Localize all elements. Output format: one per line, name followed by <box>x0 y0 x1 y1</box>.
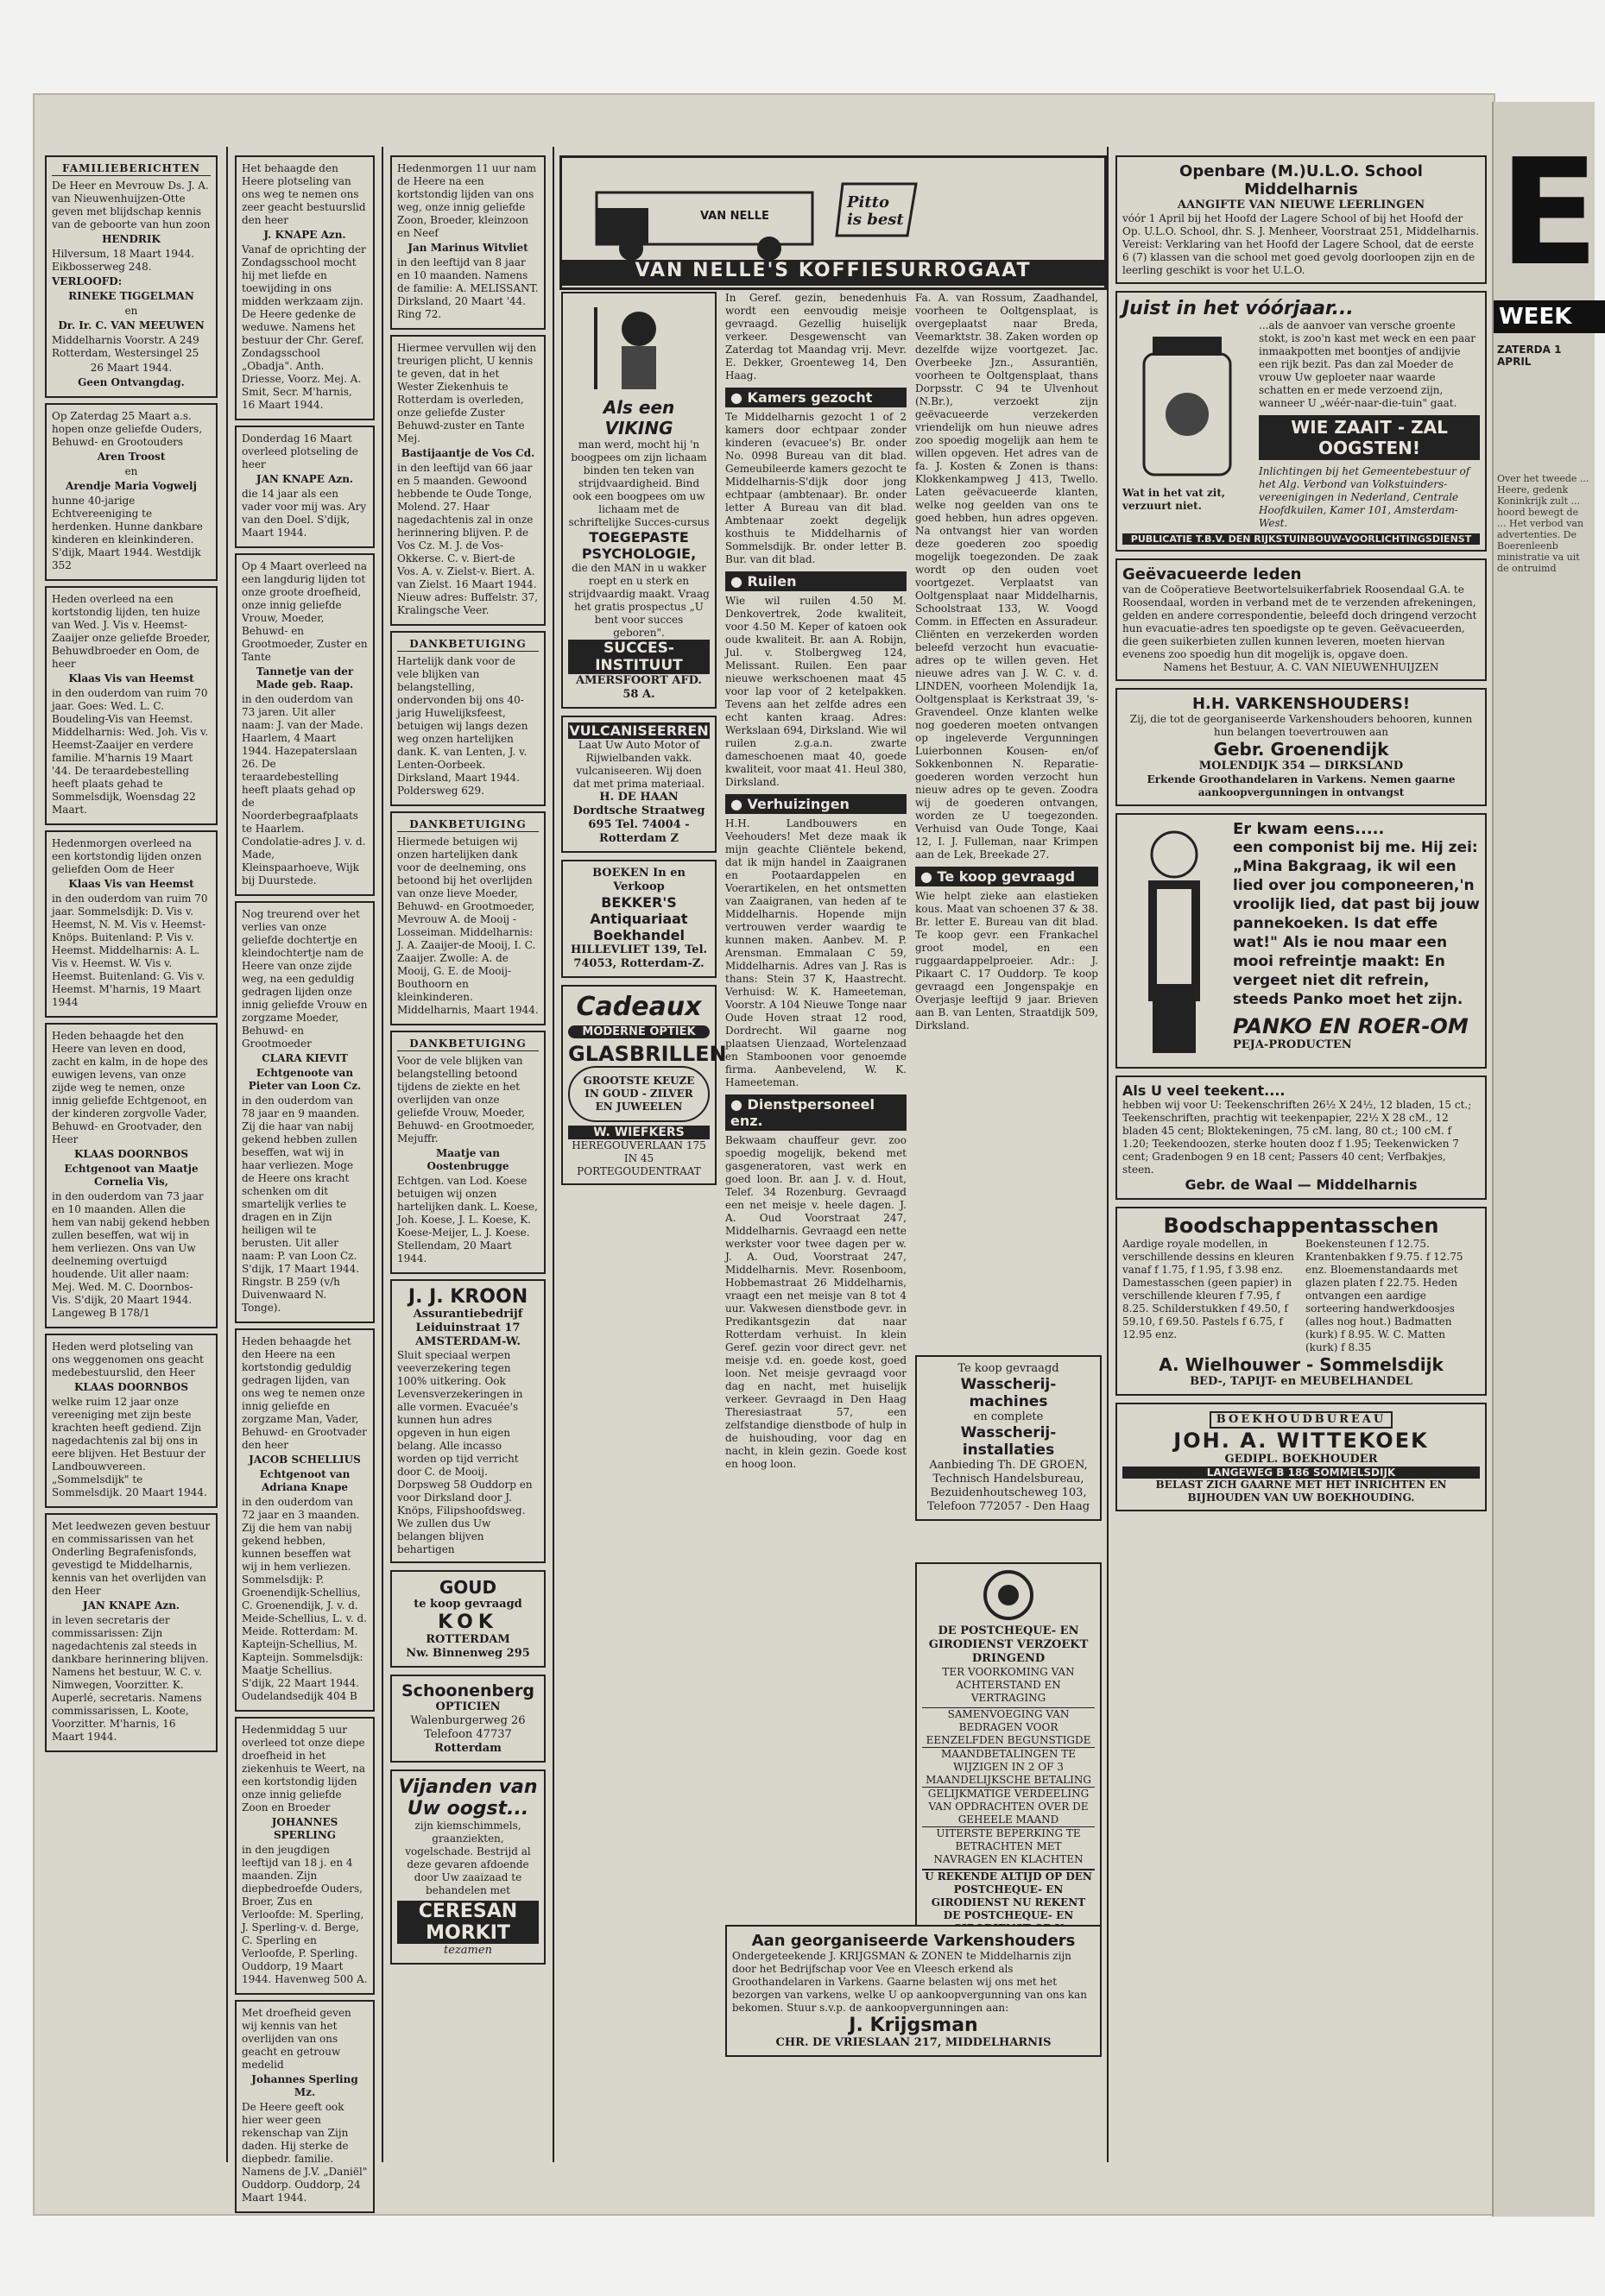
obituary <box>235 155 375 420</box>
column-rule <box>1107 147 1109 2162</box>
wasscherij-ad <box>915 1355 1102 1521</box>
section-title: Te koop gevraagd <box>937 868 1076 885</box>
speech-bubble: Wat in het vat zit, verzuurt niet. <box>1122 487 1226 512</box>
notice-text: 26 Maart 1944. <box>90 362 173 374</box>
ad-text: Aanbieding Th. DE GROEN, <box>929 1459 1088 1472</box>
classified-text: Bekwaam chauffeur gevr. zoo spoedig mogelijk, bekend met gasgeneratoren, vast werk en goed loon. Br. aan J. v. d. Hout, Telef. 34 Rozenburg. Gevraagd een net meisje v. heele dagen. J. A. Oud Voorstraat 247, Middelharnis. Gevraagd een nette werkster voor twee dagen per w. J. A. Oud, Voorstraat 247, Middelharnis. Mevr. Rosenboom, Hobbemastraat 26 Middelharnis, vraagt een net meisje van 8 tot 4 uur. Vakwesen dienstbode gevr. in Predikantsgezin dat naar Rotterdam verhuist. In klein Geref. gezin voor direct gevr. net meisje v.d. en. goede kost, goed loon. Net meisje gevraagd voor dag en nacht, met huiselijk verkeer. Gevraagd in Den Haag Theresiastraat 57, een zelfstandige dienstbode of hulp in de huishouding, voor dag en nacht, in klein gezin. Goede kost en hoog loon. <box>725 1134 907 1470</box>
ad-text: zijn kiemschimmels, graanziekten, vogelschade. Bestrijd al deze gevaren afdoende door Uw zaaizaad te behandelen met <box>405 1820 531 1896</box>
obituary <box>235 1328 375 1712</box>
ad-name: J. Krijgsman <box>849 2015 978 2036</box>
ad-subtitle: TOEGEPASTE PSYCHOLOGIE, <box>581 529 697 562</box>
notice-name: Klaas Vis van Heemst <box>68 878 194 890</box>
ad-text: een componist bij me. Hij zei: „Mina Bakgraag, ik wil een lied over jou componeeren,'n vroolijk lied, dat past bij jouw pannekoeken. Is dat effe wat!" Als ie nou maar een mooi refreintje maakt: En vergeet niet dit refrein, steeds Panko moet het zijn. <box>1233 839 1480 1008</box>
notice-text: Hedenmorgen overleed na een kortstondig lijden onzen geliefden Oom de Heer <box>52 837 202 875</box>
bullet-icon: ● <box>730 389 742 406</box>
column-rule <box>226 147 228 2162</box>
banner-slogan: VAN NELLE'S KOFFIESURROGAAT <box>635 260 1032 281</box>
ad-text: GROOTSTE KEUZE IN GOUD - ZILVER EN JUWEELEN <box>568 1066 710 1122</box>
column-ads-right <box>1115 155 1487 2154</box>
ad-text: man werd, mocht hij 'n boogpees om zijn lichaam binden ten teken van strijdvaardigheid. Bind ook een boogpees om uw lichaam met de schriftelijke Succes-cursus <box>568 438 710 528</box>
next-page-edge <box>1492 102 1600 2217</box>
date-fragment: ZATERDA 1 APRIL <box>1497 344 1562 368</box>
notice-label: VERLOOFD: <box>52 275 123 287</box>
jar-illustration <box>1122 319 1252 483</box>
ad-subtitle: AANGIFTE VAN NIEUWE LEERLINGEN <box>1177 199 1425 211</box>
ad-title: Vijanden van Uw oogst... <box>398 1776 538 1820</box>
classified-text: H.H. Landbouwers en Veehouders! Met deze maak ik mijn geachte Cliëntele bekend, dat ik mijn handel in Zaaigranen en Pootaardappelen en Voerartikelen, en het ontsmetten van Zaaigranen, van heden af te Middelharnis. Hopende mijn vertrouwen verder waardig te kunnen maken. Aanbev. M. P. Arensman. Emmalaan C 59, Middelharnis. Adres van J. Ras is thans: Stein 37 K, Haastrecht. Verhuisd: W. K. Hameeteman, Voorstr. A 104 Nieuwe Tonge naar Oude Hoven straat 12 rood, Dordrecht. Wil gaarne nog plaatsen Uienzaad, Wortelenzaad en Stamboonen voor genoemde firma. Aanbevelend, W. K. Hameeteman. <box>725 817 907 1088</box>
ad-title: H.H. VARKENSHOUDERS! <box>1191 695 1411 713</box>
notice-name: Tannetje van der Made geb. Raap. <box>256 665 354 691</box>
obituary <box>235 1717 375 1995</box>
ad-text: van de Coöperatieve Beetwortelsuikerfabriek Roosendaal G.A. te Roosendaal, worden in verband met de te verzenden afrekeningen, gelden en andere correspondentie, beleefd doch dringend verzocht hun evacuatie-adres ten spoedigste op te geven. Geëvacueerden, die geen suikerbieten zullen kunnen leveren, moeten hiervan evenens zoo spoedig hun dit mogelijk is, opgave doen. <box>1122 583 1477 660</box>
notice-text: en <box>124 465 138 477</box>
obituary <box>390 335 546 626</box>
pitto-label: Pitto is best <box>847 193 904 229</box>
section-header <box>725 571 907 591</box>
ad-brand: PANKO EN ROER-OM <box>1233 1014 1469 1038</box>
ad-text: Sluit speciaal werpen veeverzekering tegen 100% uitkering. Ook Levensverzekeringen in alle vormen. Evacuée's kunnen hun adres opgeven in hun eigen belang. Alle incasso worden op tijd verricht door C. de Mooij. Dorpsweg 58 Ouddorp en voor Dirksland door J. Knöps, Filipshoofdsweg. We zullen dus Uw belangen blijven behartigen <box>397 1349 533 1555</box>
ad-title: Wasscherij-machines <box>960 1376 1057 1410</box>
ad-brand: SUCCES-INSTITUUT <box>568 640 710 674</box>
ad-text: hebben wij voor U: Teekenschriften 26½ X 24½, 12 bladen, 15 ct.; Teekenschriften, prachtig wit teekenpapier, 22½ X 28 cM., 12 bladen 45 cent; Bloktekeningen, 75 cM. lang, 80 ct.; 100 cM. f 1.20; Teekendoozen, sterke houten dooz f 1.95; Teekenwicken 7 cent; Gradenbogen 9 en 18 cent; Passers 40 cent; Verfbakjes, steen. <box>1122 1099 1472 1176</box>
thanks-notice <box>390 811 546 1025</box>
notice-text: Heden behaagde het den Heere van leven en dood, zacht en kalm, in de hope des euwigen levens, van onze zijde weg te nemen, onze innig geliefde Echtgenoot, en der kinderen zorgvolle Vader, Behuwd- en Grootvader, den Heer <box>52 1030 208 1145</box>
ad-address: HILLEVLIET 139, Tel. 74053, Rotterdam-Z. <box>570 943 708 970</box>
ad-address: AMERSFOORT AFD. 58 A. <box>576 674 702 701</box>
notice-text: Heden behaagde het den Heere na een kortstondig geduldig gedragen lijden, van ons weg te nemen onze innig geliefde en zorgzame Man, Vader, Behuwd- en Grootvader den heer <box>242 1335 367 1451</box>
notice-name: JOHANNES SPERLING <box>271 1816 338 1841</box>
ad-title: Cadeaux <box>576 992 702 1022</box>
ad-name: H. DE HAAN <box>599 791 679 804</box>
ad-brand: CERESAN <box>397 1901 539 1922</box>
notice-name: Maatje van Oostenbrugge <box>427 1147 509 1172</box>
classifieds <box>725 292 907 1471</box>
notice-name: Echtgenoote van Pieter van Loon Cz. <box>248 1067 362 1092</box>
ad-name: A. Wielhouwer - Sommelsdijk <box>1159 1354 1444 1375</box>
ad-subtitle: Te koop gevraagd <box>957 1362 1059 1375</box>
classified-text: Wie wil ruilen 4.50 M. Denkovertrek, 2ode kwaliteit, voor 4.50 M. Keper of katoen ook oude kwaliteit. Br. aan A. Robijn, Jul. v. Stolbergweg 124, Melissant. Ruilen. Een paar nieuwe werkschoenen maat 45 voor lap voor of 2 ketelpakken. Tevens aan het zelfde adres een echt kanten kraag. Adres: Werkslaan 694, Dirksland. Wie wil ruilen z.g.a.n. zwarte dameschoenen maat 40, goede kwaliteit, voor maat 41. Heul 380, Dirksland. <box>725 595 907 788</box>
ad-text: Erkende Groothandelaren in Varkens. Nemen gaarne aankoopvergunningen in ontvangst <box>1147 773 1456 798</box>
obituary <box>45 1023 218 1328</box>
notice-text: in den ouderdom van ruim 70 jaar. Goes: Wed. L. C. Boudeling-Vis van Heemst. Middelharnis: Wed. Joh. Vis v. Heemst-Zaaijer en verdere familie. M'harnis 19 Maart '44. De teraardebestelling heeft plaats gehad te Sommelsdijk, Woensdag 22 Maart. <box>52 687 209 816</box>
classified-text: Wie helpt zieke aan elastieken kous. Maat van schoenen 37 & 38. Br. letter E. Bureau van dit blad. Te koop gevr. een Frankachel groot model, en een ruggaardappelproeier. Adr.: J. Pikaart C. 17 Ouddorp. Te koop gevraagd een Jongenspakje en Overjasje leeftijd 9 jaar. Brieven aan B. van Lenten, Straatdijk 509, Dirksland. <box>915 890 1098 1031</box>
notice-name: Dr. Ir. C. VAN MEEUWEN <box>58 319 205 331</box>
notice-header: DANKBETUIGING <box>397 1038 539 1051</box>
column-family-notices-3 <box>390 155 546 2154</box>
ad-address: LANGEWEG B 186 SOMMELSDIJK <box>1122 1467 1480 1479</box>
notice-text: Het behaagde den Heere plotseling van ons weg te nemen ons zeer geacht bestuurslid den heer <box>242 162 366 226</box>
ad-text: ...als de aanvoer van versche groente stokt, is zoo'n kast met weck en een paar inmaakpotten met boontjes of andijvie een rijk bezit. Pas dan zal Moeder de vrouw Uw geploeter naar waarde schatten en er mede verzoend zijn, wanneer U „wéér-naar-die-tuin" gaat. <box>1259 319 1475 409</box>
ad-text: BELAST ZICH GAARNE MET HET INRICHTEN EN BIJHOUDEN VAN UW BOEKHOUDING. <box>1155 1479 1447 1504</box>
ad-text: en complete <box>973 1410 1044 1423</box>
notice-name: JAN KNAPE Azn. <box>256 473 354 485</box>
column-family-notices-1 <box>45 155 218 2154</box>
notice-name: Echtgenoot van Maatje Cornelia Vis, <box>64 1163 199 1188</box>
viking-illustration <box>587 299 691 394</box>
notice-text: in den ouderdom van 72 jaar en 3 maanden. Zij die hem van nabij gekend hebben, kunnen beseffen wat wij in hem verliezen. Sommelsdijk: P. Groenendijk-Schellius, C. Groenendijk, J. v. d. Meide-Schellius, L. v. d. Meide. Rotterdam: M. Kapteijn-Schellius, M. Kapteijn. Sommelsdijk: Maatje Schellius. S'dijk, 22 Maart 1944. Oudelandsedijk 404 B <box>242 1496 367 1702</box>
bullet-icon: ● <box>920 868 932 885</box>
obituary <box>235 901 375 1323</box>
ad-title: Schoonenberg <box>401 1681 534 1700</box>
ad-name: Gebr. de Waal — Middelharnis <box>1185 1176 1418 1193</box>
ad-text: U REKENDE ALTIJD OP DEN POSTCHEQUE- EN GIRODIENST NU REKENT DE POSTCHEQUE- EN <box>922 1869 1095 1935</box>
ad-address: MOLENDIJK 354 — DIRKSLAND <box>1198 760 1404 773</box>
teekent-ad <box>1115 1075 1487 1200</box>
ad-item: MAANDBETALINGEN TE WIJZIGEN IN 2 OF 3 MAANDELIJKSCHE BETALING <box>922 1747 1095 1787</box>
section-header <box>725 388 907 407</box>
ad-subtitle: BOEKHOUDBUREAU <box>1210 1411 1393 1429</box>
ad-title: BOEKEN In en Verkoop <box>592 867 686 893</box>
notice-text: Vanaf de oprichting der Zondagsschool mocht hij met liefde en toewijding in ons midden werkzaam zijn. De Heere gedenke de weduwe. Namens het bestuur der Chr. Geref. Zondagsschool „Obadja". Anth. Driesse, Voorz. Mej. A. Smit, Secr. M'harnis, 16 Maart 1944. <box>242 243 366 411</box>
ad-subtitle: Middelharnis <box>1244 180 1358 199</box>
postcheque-ad <box>915 1562 1102 1942</box>
column-family-notices-2 <box>235 155 375 2204</box>
notice-text: Donderdag 16 Maart overleed plotseling de heer <box>242 432 358 470</box>
ad-title: Als een VIKING <box>603 397 675 438</box>
notice-name: RINEKE TIGGELMAN <box>68 290 194 302</box>
notice-text: De Heer en Mevrouw Ds. J. A. van Nieuwenhuijzen-Otte geven met blijdschap kennis van de geboorte van hun zoon <box>52 180 211 230</box>
notice-text: Hiermede betuigen wij onzen hartelijken dank voor de deelneming, ons betoond bij het overlijden van onze lieve Moeder, Behuwd- en Grootmoeder, Mevrouw A. de Mooij - Losseiman. Middelharnis: J. A. Zaaijer-de Mooij, I. C. Zaaijer. Zwolle: A. de Mooij, G. E. de Mooij-Bouthoorn en kleinkinderen. Middelharnis, Maart 1944. <box>397 836 539 1016</box>
ad-footer: PUBLICATIE T.B.V. DEN RIJKSTUINBOUW-VOORLICHTINGSDIENST <box>1122 533 1480 545</box>
panko-ad <box>1115 813 1487 1069</box>
classifieds <box>915 292 1098 1032</box>
ad-brand: GLASBRILLEN <box>568 1042 727 1066</box>
notice-name: JACOB SCHELLIUS <box>249 1454 361 1466</box>
notice-name: KLAAS DOORNBOS <box>73 1148 189 1160</box>
schoonenberg-ad <box>390 1675 546 1763</box>
notice-text: Met leedwezen geven bestuur en commissarissen van het Onderling Begrafenisfonds, gevestigd te Middelharnis, kennis van het overlijden van den Heer <box>52 1520 211 1597</box>
masthead-letter: E <box>1499 128 1600 299</box>
notice-name: J. KNAPE Azn. <box>263 229 346 241</box>
column-classifieds-2 <box>915 292 1098 1342</box>
ad-title: Als U veel teekent.... <box>1122 1082 1286 1099</box>
notice-text: Echtgen. van Lod. Koese betuigen wij onzen hartelijken dank. L. Koese, Joh. Koese, J. L. Koese, K. Koese-Meijer, L. J. Koese. Stellendam, 20 Maart 1944. <box>397 1175 538 1265</box>
ad-text: Technisch Handelsbureau, <box>932 1473 1084 1485</box>
notice-text: Nog treurend over het verlies van onze geliefde dochtertje en kleindochtertje nam de Heere van onze zijde weg, na een geduldig gedragen lijden onze innig geliefde Vrouw en zorgzame Moeder, Behuwd- en Grootmoeder <box>242 908 368 1050</box>
notice-text: in den ouderdom van 73 jaren. Uit aller naam: J. van der Made. Haarlem, 4 Maart 1944. Hazepaterslaan 26. De teraardebestelling heeft plaats gehad op de Noorderbegraafplaats te Haarlem. Condolatie-adres J. v. d. Made, Kleinspaarhoeve, Wijk bij Duurstede. <box>242 693 366 886</box>
ad-address: Walenburgerweg 26 <box>410 1714 526 1727</box>
groenendijk-ad <box>1115 688 1487 806</box>
notice-name: HENDRIK <box>102 233 161 245</box>
column-classifieds-1 <box>725 292 907 1618</box>
beetwortel-ad <box>1115 558 1487 681</box>
ad-title: Wasscherij-installaties <box>960 1424 1057 1459</box>
ad-subtitle: Assurantiebedrijf Leiduinstraat 17 AMSTERDAM-W. <box>413 1308 523 1348</box>
obituary <box>45 1334 218 1508</box>
notice-name: Johannes Sperling Mz. <box>251 2073 358 2098</box>
notice-text: Geen Ontvangdag. <box>78 376 185 388</box>
ad-brand: BEKKER'S Antiquariaat Boekhandel <box>590 894 688 943</box>
birth-notice <box>45 155 218 398</box>
notice-name: Aren Troost <box>97 451 166 463</box>
ad-item: GELIJKMATIGE VERDEELING VAN OPDRACHTEN OVER DE GEHEELE MAAND <box>922 1787 1095 1826</box>
ad-text: Telefoon 772057 - Den Haag <box>926 1500 1090 1513</box>
text-fragment: Over het tweede ... Heere, gedenk Koninkrijk zult ... hoord bewegt de ... Het verbod van advertenties. De Boerenleenb ministratie va uit de ontruimd <box>1497 473 1589 574</box>
notice-text: die 14 jaar als een vader voor mij was. Ary van den Doel. S'dijk, Maart 1944. <box>242 488 367 539</box>
vannelle-banner <box>559 155 1107 290</box>
notice-name: Echtgenoot van Adriana Knape <box>259 1468 351 1493</box>
thanks-notice <box>390 1031 546 1274</box>
ad-title: Er kwam eens..... <box>1233 820 1385 838</box>
ad-title: JOH. A. WITTEKOEK <box>1173 1429 1429 1453</box>
classified-text: Fa. A. van Rossum, Zaadhandel, voorheen te Ooltgensplaat, is overgeplaatst naar Breda, Veemarktstr. 38. Zaken worden op dezelfde wijze voortgezet. Jac. Overbeeke Jzn., Assurantiën, voorheen te Ooltgensplaat, thans Dorpsstr. C 94 te Ulvenhout (N.Br.), verzoekt zijn geëvacueerde verzekerden vriendelijk om hun nieuwe adres zoo spoedig mogelijk aan hem te willen opgeven. Het adres van de fa. J. Kosten & Zonen is thans: Klokkenkampweg J 413, Twello. Laten geëvacueerde klanten, welke nog geelden van ons te goed hebben, hun adres opgeven. Na ontvangst hier van worden deze goederen zoo spoedig mogelijk toegezonden. De zaak wordt op den ouden voet voortgezet. Verplaatst van Ooltgensplaat naar Middelharnis, Schoolstraat 133, W. Voogd Comm. in Effecten en Assuradeur. Cliënten en verzekerden worden beleefd verzocht hun evacuatie-adres op te willen geven. Het nieuwe adres van J. W. C. v. d. LINDEN, voorheen Molendijk 1a, Ooltgensplaat is Kerkstraat 39, 's-Gravendeel. Onze klanten welke nog goederen moeten ontvangen op ingeleverde Vergunningen Luierbonnen Kousen- en/of Sokkenbonnen N. Reparatie-goederen worden verzocht hun nieuw adres op te geven. Zoodra wij de goederen ontvangen, worden ze U toegezonden. Verhuisd van Oude Tonge, Kaai 12, I. J. Fulleman, naar Krimpen aan de Lek, Breekade 27. <box>915 292 1098 861</box>
obituary <box>45 830 218 1018</box>
krijgsman-ad <box>725 1925 1102 2057</box>
ad-title: Aan georganiseerde Varkenshouders <box>751 1932 1076 1950</box>
ad-title: Juist in het vóórjaar... <box>1122 298 1354 319</box>
ad-address: Nw. Binnenweg 295 <box>406 1647 530 1660</box>
notice-text: welke ruim 12 jaar onze vereeniging met zijn beste krachten heeft gediend. Zijn nagedachtenis zal bij ons in eere blijven. Het Bestuur der Landbouwvereen. „Sommelsdijk" te Sommelsdijk. 20 Maart 1944. <box>52 1396 207 1498</box>
notice-text: in den ouderdom van 78 jaar en 9 maanden. Zij die haar van nabij gekend hebben zullen beseffen, wat wij in haar verliezen. Moge de Heere ons kracht schenken om dit smartelijk verlies te dragen en in Zijn heiligen wil te berusten. Uit aller naam: P. van Loon Cz. S'dijk, 17 Maart 1944. Ringstr. B 259 (v/h Duivenwaard N. Tonge). <box>242 1094 360 1314</box>
ad-footer: PEJA-PRODUCTEN <box>1233 1038 1352 1051</box>
section-header <box>725 794 907 814</box>
ad-address: Dordtsche Straatweg 695 Tel. 74004 - Rotterdam Z <box>572 804 705 845</box>
kroon-ad <box>390 1279 546 1563</box>
masthead-fragment: WEEK <box>1494 300 1605 333</box>
notice-text: Hilversum, 18 Maart 1944. Eikbosserweg 248. <box>52 248 195 273</box>
wielhouwer-ad <box>1115 1207 1487 1396</box>
ad-address: HEREGOUVERLAAN 175 IN 45 PORTEGOUDENTRAAT <box>572 1139 706 1177</box>
section-title: Verhuizingen <box>747 796 850 812</box>
notice-name: KLAAS DOORNBOS <box>73 1381 189 1393</box>
ad-subtitle: OPTICIEN <box>435 1700 501 1713</box>
ad-text: tezamen <box>444 1944 492 1957</box>
notice-text: Op Zaterdag 25 Maart a.s. hopen onze geliefde Ouders, Behuwd- en Grootouders <box>52 410 203 448</box>
notice-text: in den leeftijd van 8 jaar en 10 maanden. Namens de familie: A. MELISSANT. Dirksland, 20 Maart '44. Ring 72. <box>397 256 539 320</box>
classified-text: Te Middelharnis gezocht 1 of 2 kamers door echtpaar zonder kinderen (evacuee's) Br. onder No. 0998 Bureau van dit blad. Gemeubileerde kamers gezocht te Middelharnis-S'dijk door jong echtpaar (ambtenaar). Br. onder letter A Bureau van dit blad. Ambtenaar zoekt degelijk kosthuis te Middelharnis of Sommelsdijk. Br. onder letter B. Bur. van dit blad. <box>725 411 907 565</box>
post-emblem-icon <box>983 1569 1034 1621</box>
ad-subtitle: MODERNE OPTIEK <box>568 1025 710 1038</box>
ad-title: J. J. KROON <box>408 1286 528 1308</box>
obituary <box>45 1513 218 1752</box>
ad-title: GOUD <box>439 1577 497 1598</box>
vulcaniseer-ad <box>561 716 717 853</box>
column-ads <box>561 292 727 2154</box>
ceresan-ad <box>390 1769 546 1965</box>
notice-header: DANKBETUIGING <box>397 818 539 832</box>
section-title: Dienstpersoneel enz. <box>730 1096 875 1129</box>
notice-text: hunne 40-jarige Echtvereeniging te herdenken. Hunne dankbare kinderen en kleinkinderen. S'dijk, Maart 1944. Westdijk 352 <box>52 495 203 571</box>
notice-text: Hedenmiddag 5 uur overleed tot onze diepe droefheid in het ziekenhuis te Weert, na een kortstondig lijden onze innig geliefde Zoon en Broeder <box>242 1724 365 1813</box>
ad-subtitle: GEDIPL. BOEKHOUDER <box>1224 1453 1378 1466</box>
notice-header: DANKBETUIGING <box>397 638 539 652</box>
notice-text: Hiermee vervullen wij den treurigen plicht, U kennis te geven, dat in het Wester Ziekenhuis te Rotterdam is overleden, onze geliefde Zuster Behuwd-zuster en Tante Mej. <box>397 342 537 445</box>
classified-text: In Geref. gezin, benedenhuis wordt een eenvoudig meisje gevraagd. Gezellig huiselijk verkeer. Desgewenscht van Zaterdag tot Maandag vrij. Mevr. E. Dekker, Groenteweg 14, Den Haag. <box>725 292 907 382</box>
ad-title: Boodschappentasschen <box>1163 1214 1439 1238</box>
obituary <box>390 155 546 330</box>
ad-text: Aardige royale modellen, in verschillende dessins en kleuren vanaf f 1.75, f 1.95, f 3.98 enz. Damestasschen (geen papier) in verschillende kleuren f 7.95, f 8.25. Schilderstukken f 49.50, f 59.10, f 69.50. Pastels f 6.75, f 12.95 enz. <box>1122 1238 1294 1340</box>
goud-ad <box>390 1570 546 1668</box>
wiefkers-ad <box>561 985 727 1185</box>
notice-name: Arendje Maria Vogwelj <box>66 480 197 492</box>
ad-title: Openbare (M.)U.L.O. School <box>1179 162 1423 180</box>
ad-title: DE POSTCHEQUE- EN GIRODIENST VERZOEKT DRINGEND <box>928 1624 1089 1665</box>
notice-text: Hartelijk dank voor de vele blijken van belangstelling, ondervonden bij ons 40-jarig Huwelijksfeest, betuigen wij langs dezen weg onzen hartelijken dank. K. van Lenten, J. v. Lenten-Oorbeek. Dirksland, Maart 1944. Poldersweg 629. <box>397 655 528 797</box>
ad-item: UITERSTE BEPERKING TE BETRACHTEN MET NAVRAGEN EN KLACHTEN <box>922 1826 1095 1866</box>
ad-name: W. WIEFKERS <box>568 1126 710 1139</box>
ad-subtitle: te koop gevraagd <box>414 1598 522 1611</box>
notice-name: Bastijaantje de Vos Cd. <box>401 447 535 459</box>
bullet-icon: ● <box>730 1096 742 1113</box>
section-header <box>725 1094 907 1131</box>
cook-illustration <box>1122 820 1226 1062</box>
bekker-ad <box>561 860 717 978</box>
ad-text: vóór 1 April bij het Hoofd der Lagere School of bij het Hoofd der Op. U.L.O. School, dhr. S. J. Menheer, Voorstraat 251, Middelharnis. Vereist: Verklaring van het Hoofd der Lagere School, dat de eerste 6 (7) klassen van die school met goed gevolg doorloopen zijn en de leerling geschikt is voor het U.L.O. <box>1122 212 1480 276</box>
ad-text: Inlichtingen bij het Gemeentebestuur of het Alg. Verbond van Volkstuinders-vereenigingen in Nederland, Centrale Hoofdkuilen, Kamer 101, Amsterdam-West. <box>1259 465 1470 529</box>
viking-ad <box>561 292 717 709</box>
ad-city: Rotterdam <box>434 1742 502 1755</box>
notice-text: Op 4 Maart overleed na een langdurig lijden tot onze groote droefheid, onze innig geliefde Vrouw, Moeder, Behuwd- en Grootmoeder, Zuster en Tante <box>242 560 368 663</box>
bullet-icon: ● <box>730 573 742 590</box>
notice-name: CLARA KIEVIT <box>262 1052 348 1064</box>
ad-subtitle: BED-, TAPIJT- en MEUBELHANDEL <box>1190 1375 1412 1388</box>
notice-text: in den leeftijd van 66 jaar en 5 maanden. Gewoond hebbende te Oude Tonge, Molend. 27. Haar nagedachtenis zal in onze herinnering blijven. P. de Vos Cz. M. J. de Vos-Okkerse. C. v. Biert-de Vos. A. v. Zielst-v. Biert. A. van Zielst. 16 Maart 1944. Nieuw adres: Buffelstr. 37, Kralingsche Veer. <box>397 462 539 616</box>
ad-text: die den MAN in u wakker roept en u sterk en strijdvaardig maakt. Vraag het gratis prospectus „U bent voor succes geboren". <box>568 562 710 639</box>
notice-text: Hedenmorgen 11 uur nam de Heere na een kortstondig lijden van ons weg, onze innig geliefde Zoon, Broeder, kleinzoon en Neef <box>397 162 537 239</box>
oogst-ad <box>1115 291 1487 552</box>
bullet-icon: ● <box>730 796 742 812</box>
notice-text: en <box>124 305 138 317</box>
ad-title: VULCANISEERREN <box>569 722 709 739</box>
notice-text: Met droefheid geven wij kennis van het overlijden van ons geacht en getrouw medelid <box>242 2007 351 2071</box>
newspaper-page <box>33 93 1495 2216</box>
column-rule <box>553 147 554 2162</box>
anniversary-notice <box>45 403 218 581</box>
notice-text: Heden overleed na een kortstondig lijden, ten huize van Wed. J. Vis v. Heemst-Zaaijer onze geliefde Broeder, Behuwdbroeder en Oom, de heer <box>52 593 211 670</box>
ad-brand: WIE ZAAIT - ZAL OOGSTEN! <box>1259 415 1480 460</box>
notice-text: in den ouderdom van 73 jaar en 10 maanden. Allen die hem van nabij gekend hebben zullen beseffen, wat wij in hem verliezen. Ons van Uw deelneming overtuigd houdende. Uit aller naam: Mej. Wed. M. C. Doornbos-Vis. S'dijk, 20 Maart 1944. Langeweg B 178/1 <box>52 1190 210 1319</box>
notice-text: in den ouderdom van ruim 70 jaar. Sommelsdijk: D. Vis v. Heemst, N. M. Vis v. Heemst-Knöps. Buitenland: P. Vis v. Heemst. Middelharnis: A. L. Vis v. Heemst. W. Vis v. Heemst. Buitenland: G. Vis v. Heemst. M'harnis, 19 Maart 1944 <box>52 893 208 1008</box>
ad-address: CHR. DE VRIESLAAN 217, MIDDELHARNIS <box>775 2036 1052 2049</box>
ad-subtitle: TER VOORKOMING VAN ACHTERSTAND EN VERTRAGING <box>942 1666 1075 1704</box>
ad-text: Boekensteunen f 12.75. Krantenbakken f 9.75. f 12.75 enz. Bloemenstandaards met glazen platen f 22.75. Heden ontvangen een aardige sorteering handwerkdoosjes (alles nog hout.) Badmatten (kurk) f 8.95. W. C. Matten (kurk) f 8.35 <box>1305 1238 1463 1353</box>
notice-text: in den jeugdigen leeftijd van 18 j. en 4 maanden. Zijn diepbedroefde Ouders, Broer, Zus en Verloofde: M. Sperling, J. Sperling-v. d. Berge, C. Sperling en Verloofde, P. Sperling. Ouddorp, 19 Maart 1944. Havenweg 500 A. <box>242 1844 368 1985</box>
obituary <box>235 426 375 548</box>
ad-city: ROTTERDAM <box>426 1633 510 1646</box>
obituary <box>235 2000 375 2213</box>
section-header: FAMILIEBERICHTEN <box>52 162 211 176</box>
ad-text: Laat Uw Auto Motor of Rijwielbanden vakk. vulcaniseeren. Wij doen dat met prima materiaal. <box>572 739 705 790</box>
ad-phone: Telefoon 47737 <box>424 1728 512 1741</box>
ad-brand: KOK <box>438 1612 498 1633</box>
notice-text: Middelharnis Voorstr. A 249 Rotterdam, Westersingel 25 <box>52 334 199 359</box>
notice-text: Heden werd plotseling van ons weggenomen ons geacht medebestuurslid, den Heer <box>52 1340 204 1378</box>
ad-text: Ondergeteekende J. KRIJGSMAN & ZONEN te Middelharnis zijn door het Bedrijfschap voor Vee en Vleesch erkend als Groothandelaren in Varkens. Gaarne belasten wij ons met het bezorgen van varkens, welke U op aankoopvergunning van ons kan bekomen. Stuur s.v.p. de aankoopvergunningen aan: <box>732 1950 1088 2014</box>
section-title: Kamers gezocht <box>747 389 873 406</box>
ad-brand: MORKIT <box>397 1922 539 1944</box>
thanks-notice <box>390 631 546 806</box>
notice-text: Voor de vele blijken van belangstelling betoond tijdens de ziekte en het overlijden van onze geliefde Vrouw, Moeder, Behuwd- en Grootmoeder, Mejuffr. <box>397 1055 535 1145</box>
wittekoek-ad <box>1115 1403 1487 1511</box>
notice-name: Jan Marinus Witvliet <box>408 242 528 254</box>
obituary <box>235 553 375 896</box>
notice-text: De Heere geeft ook hier weer geen rekenschap van Zijn daden. Hij sterke de diepbedr. familie. Namens de J.V. „Daniël" Ouddorp. Ouddorp, 24 Maart 1944. <box>242 2101 368 2204</box>
section-title: Ruilen <box>747 573 797 590</box>
section-header <box>915 867 1098 886</box>
notice-text: in leven secretaris der commissarissen: Zijn nagedachtenis zal steeds in dankbare herinnering blijven. Namens het bestuur, W. C. v. Nimwegen, Voorzitter. K. Auperlé, secretaris. Namens commissarissen, L. Koote, Voorzitter. M'harnis, 16 Maart 1944. <box>52 1614 209 1743</box>
ad-item: SAMENVOEGING VAN BEDRAGEN VOOR EENZELFDEN BEGUNSTIGDE <box>922 1707 1095 1747</box>
ad-title: Geëvacueerde leden <box>1122 565 1302 583</box>
truck-label: VAN NELLE <box>700 210 769 223</box>
notice-name: JAN KNAPE Azn. <box>82 1599 180 1612</box>
ad-signature: Namens het Bestuur, A. C. VAN NIEUWENHUIJZEN <box>1163 661 1439 673</box>
ad-text: Zij, die tot de georganiseerde Varkenshouders behooren, kunnen hun belangen toevertrouwen aan <box>1129 713 1473 738</box>
ad-text: Bezuidenhoutscheweg 103, <box>930 1486 1087 1499</box>
ulo-school-ad <box>1115 155 1487 284</box>
ad-name: Gebr. Groenendijk <box>1213 739 1389 760</box>
obituary <box>45 586 218 825</box>
column-rule <box>382 147 383 2162</box>
notice-name: Klaas Vis van Heemst <box>68 672 194 684</box>
